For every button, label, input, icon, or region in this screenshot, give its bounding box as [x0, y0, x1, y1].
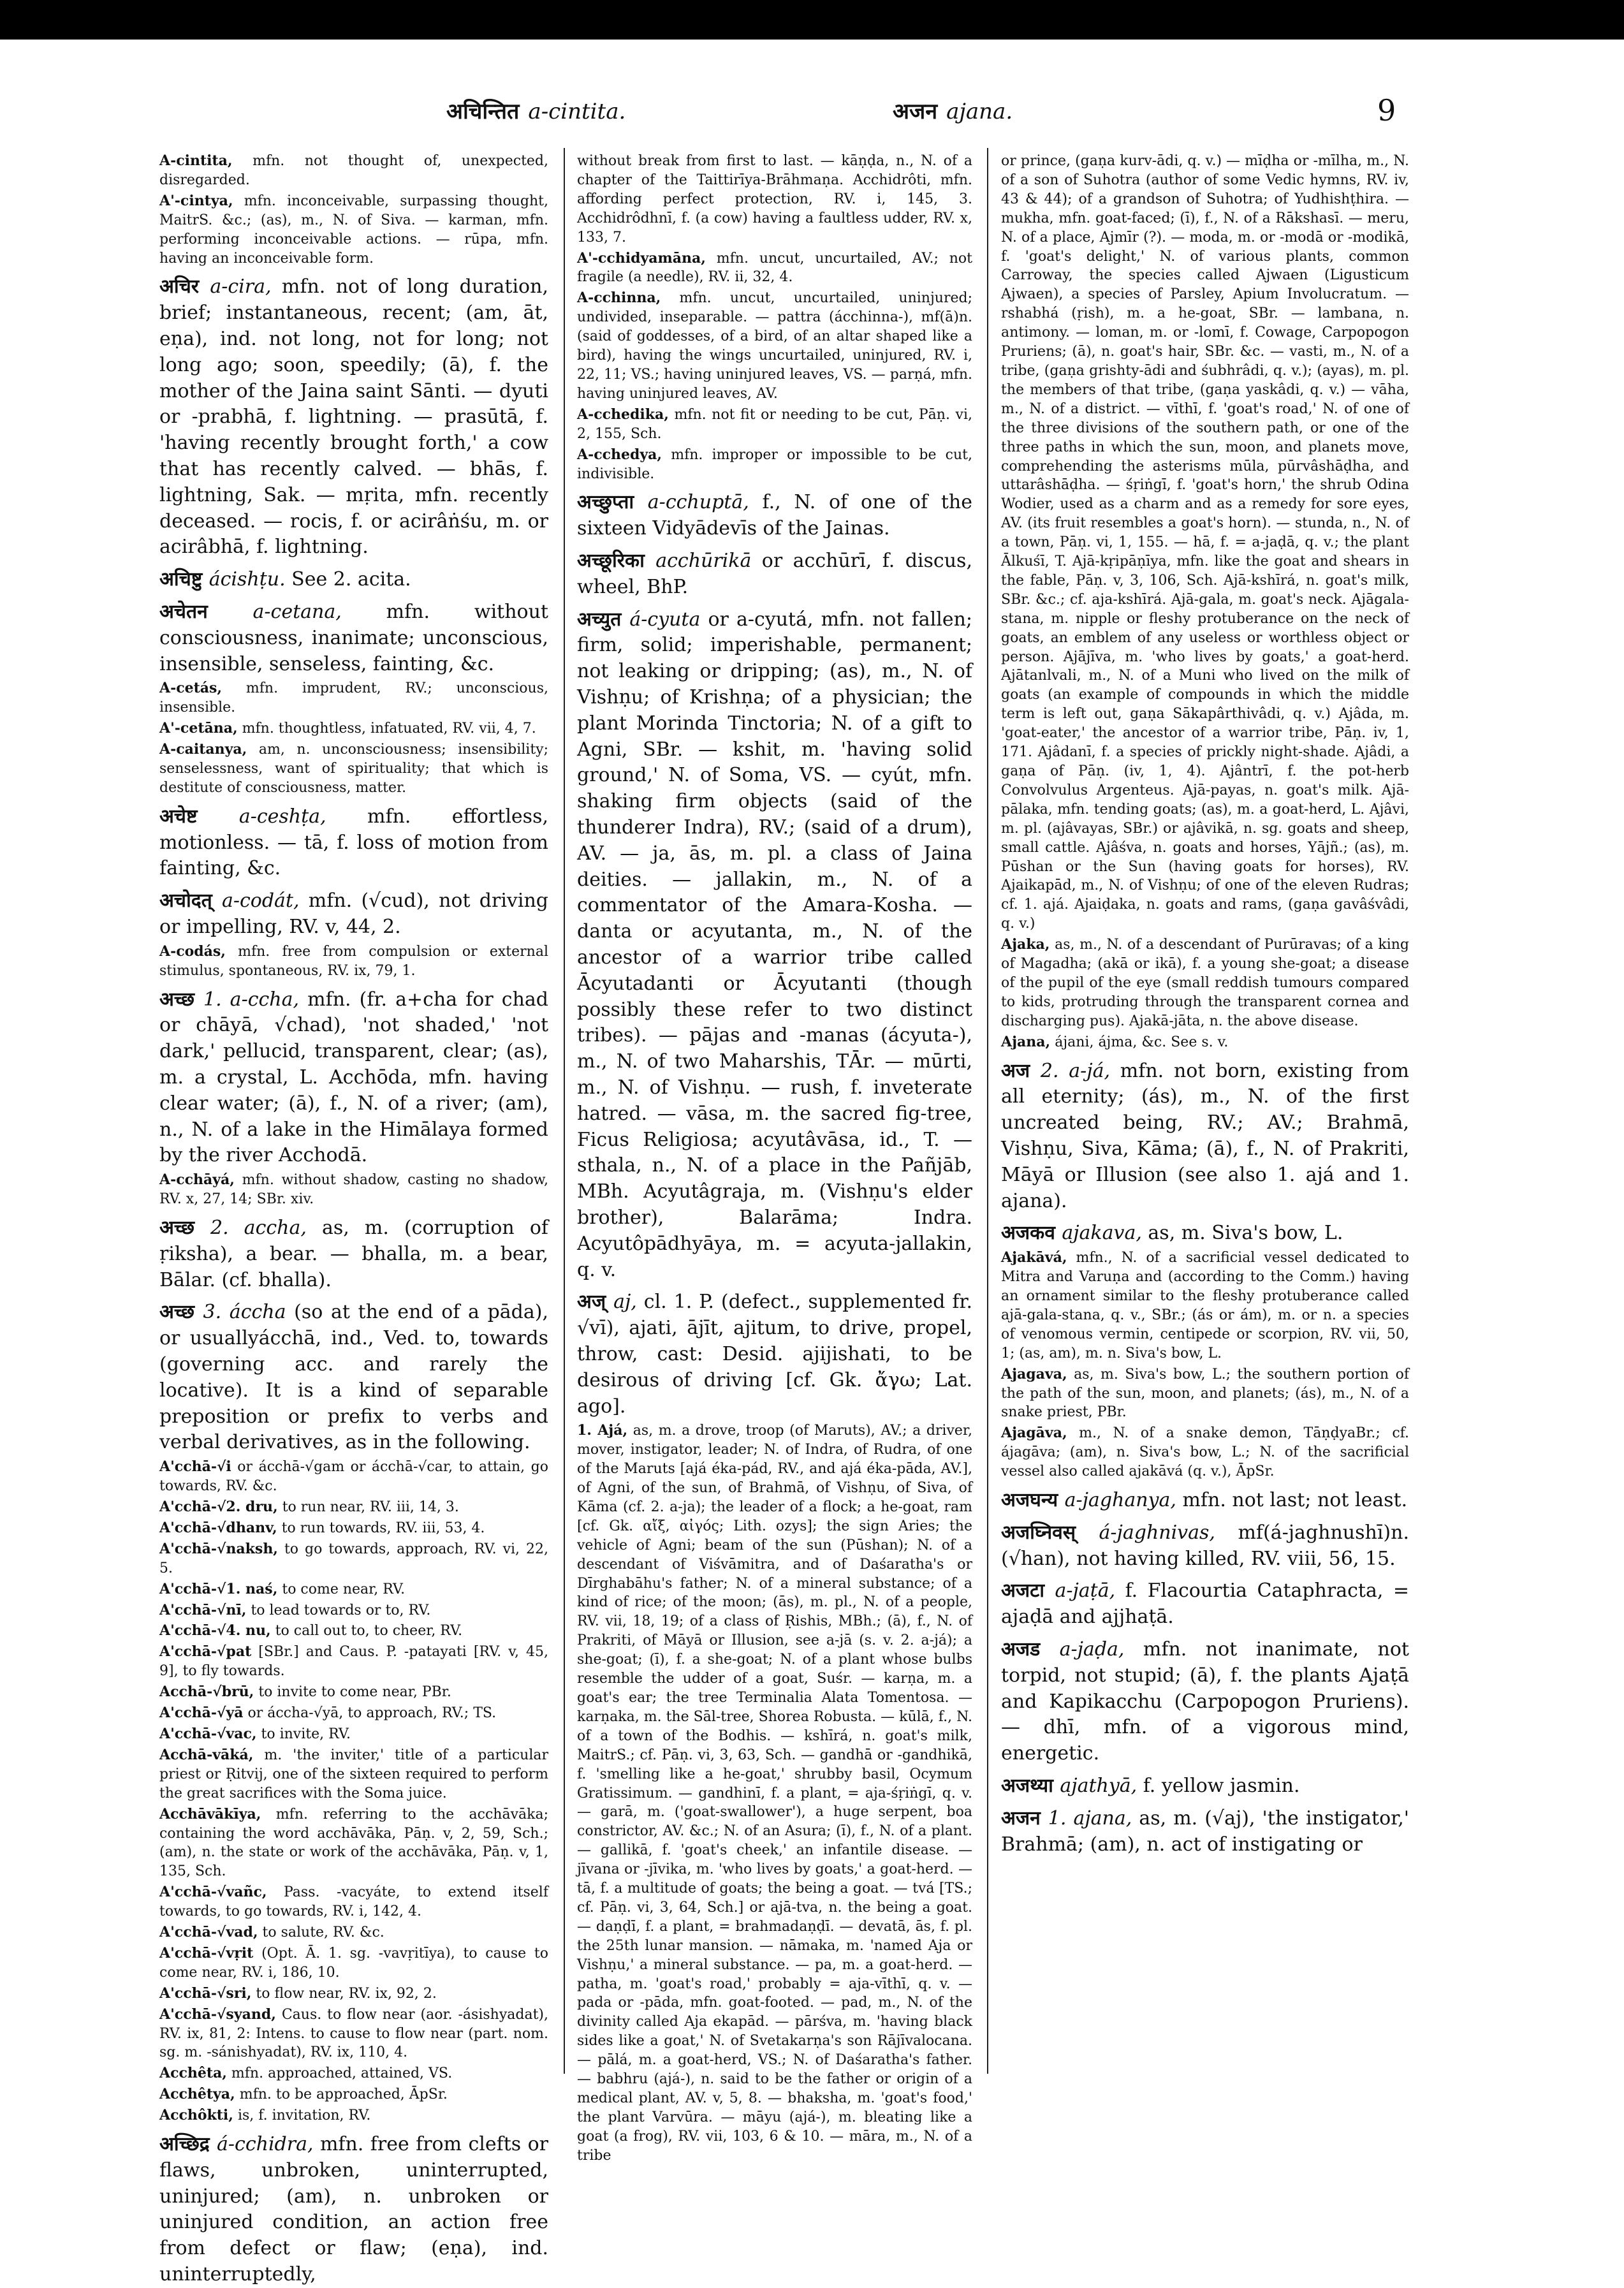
entry-headword: acchūrikā [655, 550, 752, 572]
header-right-headword: अजन ajana. [893, 99, 1013, 124]
dictionary-entry [159, 152, 548, 190]
dictionary-entry [159, 1805, 548, 1882]
entry-headword: Acchêta, [159, 2065, 227, 2082]
entry-definition: to lead towards or to, RV. [246, 1602, 431, 1618]
entry-headword: A'-cintya, [159, 192, 233, 209]
entry-definition: mfn. effortless, motionless. — tā, f. loss of motion from fainting, &c. [159, 805, 549, 880]
entry-definition: mfn. inconceivable, surpassing thought, MaitrS. &c.; (as), m., N. of Siva. — karman, mfn. performing inconceivable actions. — rūpa, mfn. having an inconceivable form. [159, 193, 548, 267]
entry-definition: mfn. thoughtless, infatuated, RV. vii, 4, 7. [237, 721, 536, 737]
entry-headword: A'cchā-√dhanv, [159, 1519, 277, 1536]
entry-definition: as, m. a drove, troop (of Maruts), AV.; a driver, mover, instigator, leader; N. of Indra, of Rudra, of one of the Maruts [ajá éka-pád, RV., and ajá éka-pāda, AV.], of Agni, of the sun, of Brahmā, of Vishṇu, of Siva, of Kāma (cf. 2. a-ja); the leader of a flock; a he-goat, ram [cf. Gk. αἴξ, αἰγός; Lith. ozys]; the sign Aries; the vehicle of Agni; beam of the sun (Pūshan); N. of a descendant of Viśvāmitra, and of Daśaratha's or Dīrghabāhu's father; N. of a mineral substance; of a kind of rice; of the moon; (ās), m. pl., N. of a people, RV. vii, 18, 19; of a class of Ṛishis, MBh.; (ā), f., N. of Prakriti, of Māyā or Illusion, see a-jā (s. v. 2. a-já); a she-goat; (ī), f. a she-goat; N. of a plant whose bulbs resemble the udder of a goat, Suśr. — karṇa, m. a goat's ear; the tree Terminalia Alata Tomentosa. — karṇaka, m. the Sāl-tree, Shorea Robusta. — kūlā, f., N. of a town of the Bodhis. — kshīrá, n. goat's milk, MaitrS.; cf. Pāṇ. vi, 3, 63, Sch. — gandhā or -gandhikā, f. 'smelling like a he-goat,' shrubby basil, Ocymum Gratissimum. — gandhinī, f. a plant, = aja-śṛiṅgī, q. v. — garā, m. ('goat-swallower'), a huge serpent, boa constrictor, AV. &c.; N. of an Asura; (ī), f., N. of a plant. — gallikā, f. 'goat's cheek,' an infantile disease. — jīvana or -jīvika, m. 'who lives by goats,' a goat-herd. — tā, f. a multitude of goats; the being a goat. — tvá [TS.; cf. Pāṇ. vi, 3, 64, Sch.] or ajā-tva, n. the being a goat. — daṇḍī, f. a plant, = brahmadaṇḍī. — devatā, ās, f. pl. the 25th lunar mansion. — nāmaka, m. 'named Aja or Vishṇu,' a mineral substance. — pa, m. a goat-herd. — patha, m. 'goat's road,' probably = aja-vīthī, q. v. — pada or -pāda, mfn. goat-footed. — pad, m., N. of the divinity called Aja ekapād. — pārśva, m. 'having black sides like a goat,' N. of Svetakarṇa's son Rājīvalocana. — pālá, m. a goat-herd, VS.; N. of Daśaratha's father. — babhru (ajá-), n. said to be the father or origin of a medical plant, AV. v, 5, 8. — bhaksha, m. 'goat's food,' the plant Varvūra. — māyu (ajá-), m. bleating like a goat (a frog), RV. vii, 103, 6 & 10. — māra, m., N. of a tribe [577, 1423, 972, 2164]
entry-definition: mfn. (fr. a+cha for chad or chāyā, √chad), 'not shaded,' 'not dark,' pellucid, transparent, clear; (as), m. a crystal, L. Acchōda, mfn. having clear water; (ā), f., N. of a river; (am), n., N. of a lake in the Himālaya formed by the river Acchodā. [159, 988, 549, 1167]
column-2 [577, 152, 973, 2164]
dictionary-entry [1001, 1424, 1409, 1481]
entry-headword: A'cchā-√sri, [159, 1984, 252, 2002]
devanagari-headword: अजन [1001, 1807, 1048, 1830]
entry-definition: to flow near, RV. ix, 92, 2. [251, 1985, 437, 2002]
column-divider [564, 148, 565, 2074]
devanagari-headword: अच्छ [159, 1301, 203, 1324]
entry-headword: Ajana, [1001, 1033, 1051, 1050]
entry-headword: ajakava, [1062, 1222, 1142, 1245]
entry-headword: A'cchā-√syand, [159, 2006, 276, 2023]
column-divider [987, 148, 988, 2074]
column-3 [1001, 152, 1409, 2078]
dictionary-entry [159, 1643, 548, 1681]
dictionary-entry [1001, 152, 1409, 934]
devanagari-headword: अजड [1001, 1638, 1060, 1661]
dictionary-entry [1001, 1033, 1409, 1052]
dictionary-entry [577, 607, 972, 1284]
entry-definition: to go towards, approach, RV. vi, 22, 5. [159, 1541, 548, 1576]
entry-headword: A'cchā-√yā [159, 1705, 244, 1722]
entry-headword: a-cchuptā, [647, 491, 749, 514]
entry-headword: A'cchā-√1. naś, [159, 1580, 278, 1597]
devanagari-headword: अजघन्य [1001, 1489, 1065, 1512]
entry-definition: f. yellow jasmin. [1137, 1775, 1300, 1798]
dictionary-entry [159, 1171, 548, 1209]
entry-headword: A'cchā-√pat [159, 1643, 252, 1661]
entry-definition: See 2. acita. [285, 568, 411, 591]
entry-definition: mfn. not last; not least. [1176, 1489, 1408, 1512]
entry-definition: f. Flacourtia Cataphracta, = ajaḍā and ajjhaṭā. [1001, 1580, 1409, 1629]
dictionary-entry [577, 289, 972, 403]
dictionary-entry [159, 740, 548, 798]
dictionary-entry [159, 274, 548, 561]
entry-definition: as, m. (√aj), 'the instigator,' Brahmā; (am), n. act of instigating or [1001, 1807, 1409, 1856]
dictionary-entry [159, 1746, 548, 1803]
dictionary-entry [159, 1498, 548, 1517]
dictionary-entry [159, 1883, 548, 1921]
devanagari-headword: अच्छिद्र [159, 2133, 217, 2156]
entry-definition: m. 'the inviter,' title of a particular priest or Ṛitvij, one of the sixteen required to perform the great sacrifices with the Soma juice. [159, 1747, 548, 1801]
dictionary-entry [159, 804, 548, 882]
entry-headword: A'cchā-√vañc, [159, 1884, 267, 1901]
entry-headword: A'cchā-√vṛit [159, 1944, 254, 1962]
dictionary-entry [159, 1725, 548, 1744]
dictionary-entry [159, 1944, 548, 1983]
entry-headword: 3. áccha [203, 1301, 286, 1324]
entry-definition: m., N. of a snake demon, TāṇḍyaBr.; cf. ájagāva; (am), n. Siva's bow, L.; N. of the sacrificial vessel also called ajakāvá (q. v.), ĀpSr. [1001, 1425, 1409, 1480]
header-left-headword: अचिन्तित a-cintita. [446, 99, 626, 124]
entry-headword: á-cchidra, [217, 2133, 314, 2156]
entry-headword: ajathyā, [1060, 1775, 1138, 1798]
entry-definition: cl. 1. P. (defect., supplemented fr. √vī), ajati, ājīt, ajitum, to drive, propel, throw, cast: Desid. ajijishati, to be desirous of driving [cf. Gk. ἄγω; Lat. ago]. [577, 1291, 973, 1418]
entry-definition: or prince, (gaṇa kurv-ādi, q. v.) — mīḍha or -mīlha, m., N. of a son of Suhotra (author of some Vedic hymns, RV. iv, 43 & 44); of a grandson of Suhotra; of Yudhishṭhira. — mukha, mfn. goat-faced; (ī), f., N. of a Rākshasī. — meru, N. of a place, Ajmīr (?). — moda, m. or -modā or -modikā, f. 'goat's delight,' N. of various plants, common Carroway, the species called Ajwaen (Ligusticum Ajwaen), a species of Parsley, Apium Involucratum. — rshabhá (ṛish), m. a he-goat, SBr. — lambana, n. antimony. — loman, m. or -lomī, f. Cowage, Carpopogon Pruriens; (ā), n. goat's hair, SBr. &c. — vasti, m., N. of a tribe, (gaṇa grishty-ādi and śubhrâdi, q. v.); (ayas), m. pl. the members of that tribe, (gaṇa yaskâdi, q. v.) — vāha, m., N. of a district. — vīthī, f. 'goat's road,' N. of one of the three divisions of the southern path, or one of the three paths in which the sun, moon, and planets move, comprehending the asterisms mūla, pūrvâshāḍha, and uttarâshāḍha. — śṛiṅgī, f. 'goat's horn,' the shrub Odina Wodier, used as a charm and as a remedy for sore eyes, AV. (its fruit resembles a goat's horn). — stunda, n., N. of a town, Pāṇ. vi, 1, 155. — hā, f. = a-jaḍā, q. v.; the plant Ālkuśī, T. Ajā-kṛipāṇīya, mfn. like the goat and shears in the fable, Pāṇ. v, 3, 106, Sch. Ajā-kshīrá, n. goat's milk, SBr. &c.; cf. aja-kshīrá. Ajā-gala, m. goat's neck. Ajāgala-stana, m. nipple or fleshy protuberance on the neck of goats, an emblem of any useless or worthless object or person. Ajājīva, m. 'who lives by goats,' a goat-herd. Ajātanlvali, m., N. of a Muni who lived on the milk of goats (an example of compounds in which the middle term is left out, gaṇa Sākapârthivâdi, q. v.) Ajâda, m. 'goat-eater,' the ancestor of a warrior tribe, Pāṇ. iv, 1, 171. Ajâdanī, f. a species of prickly night-shade. Ajâdi, a gaṇa of Pāṇ. (iv, 1, 4). Ajântrī, f. the pot-herb Convolvulus Argenteus. Ajā-payas, n. goat's milk. Ajā-pālaka, mfn. tending goats; (as), m. a goat-herd, L. Ajâvi, m. pl. (ajâvayas, SBr.) or ajâvikā, n. sg. goats and sheep, small cattle. Ajâśva, n. goats and horses, Yājñ.; (as), m. Pūshan or the Sun (having goats for horses), RV. Ajaikapād, m., N. of Vishṇu; of one of the eleven Rudras; cf. 1. ajá. Ajaiḍaka, n. goats and rams, (gaṇa gavâśvâdi, q. v.) [1001, 153, 1409, 932]
entry-headword: ácishṭu. [208, 568, 286, 591]
dictionary-entry [159, 1923, 548, 1942]
dictionary-entry [159, 942, 548, 981]
entry-headword: A-cchedika, [577, 406, 669, 423]
entry-headword: A'cchā-√vad, [159, 1924, 258, 1941]
entry-headword: A'-cchidyamāna, [577, 249, 706, 267]
entry-definition: mfn. approached, attained, VS. [226, 2065, 453, 2082]
entry-definition: to salute, RV. &c. [258, 1925, 384, 1941]
dictionary-entry [159, 599, 548, 677]
entry-definition: is, f. invitation, RV. [233, 2108, 371, 2124]
devanagari-headword: अच्छूरिका [577, 550, 656, 572]
entry-headword: 2. accha, [210, 1217, 307, 1240]
entry-headword: A-cchāyá, [159, 1171, 235, 1189]
dictionary-entry [1001, 1249, 1409, 1363]
entry-definition: to run near, RV. iii, 14, 3. [277, 1499, 459, 1515]
dictionary-entry [1001, 1806, 1409, 1858]
dictionary-entry [159, 1519, 548, 1538]
dictionary-entry [159, 1984, 548, 2004]
entry-definition: Caus. to flow near (aor. -ásishyadat), RV. ix, 81, 2: Intens. to cause to flow near (part. nom. sg. m. -sánishyadat), RV. ix, 110, 4. [159, 2006, 548, 2061]
devanagari-headword: अचेष्ट [159, 805, 239, 828]
entry-definition: (so at the end of a pāda), or usuallyácchā, ind., Ved. to, towards (governing acc. and rarely the locative). It is a kind of separable preposition or prefix to verbs and verbal derivatives, as in the following. [159, 1301, 548, 1454]
entry-headword: á-jaghnivas, [1099, 1521, 1215, 1544]
entry-headword: a-jaṭā, [1055, 1580, 1116, 1602]
entry-definition: mfn. (√cud), not driving or impelling, RV. v, 44, 2. [159, 890, 548, 939]
dictionary-entry [577, 490, 972, 542]
entry-definition: or a-cyutá, mfn. not fallen; firm, solid; imperishable, permanent; not leaking or dripping; (as), m., N. of Vishṇu; of Krishṇa; of a physician; the plant Morinda Tinctoria; N. of a gift to Agni, SBr. — kshit, m. 'having solid ground,' N. of Soma, VS. — cyút, mfn. shaking firm objects (said of the thunderer Indra), RV.; (said of a drum), AV. — ja, ās, m. pl. a class of Jaina deities. — jallakin, m., N. of a commentator of the Amara-Kosha. — danta or acyutanta, m., N. of the ancestor of a warrior tribe called Ācyutadanti or Ācyutanti (though possibly these refer to two distinct tribes). — pājas and -manas (ácyuta-), m., N. of two Maharshis, TĀr. — mūrti, m., N. of Vishṇu. — rush, f. inveterate hatred. — vāsa, m. the sacred fig-tree, Ficus Religiosa; acyutâvāsa, id., T. — sthala, n., N. of a place in the Pañjāb, MBh. Acyutâgraja, m. (Vishṇu's elder brother), Balarāma; Indra. Acyutôpādhyāya, m. = acyuta-jallakin, q. v. [577, 608, 972, 1281]
dictionary-entry [159, 2132, 548, 2288]
entry-definition: to invite to come near, PBr. [254, 1684, 451, 1701]
devanagari-headword: अच्युत [577, 608, 630, 631]
dictionary-entry [159, 1580, 548, 1599]
entry-headword: A'cchā-√4. nu, [159, 1622, 271, 1639]
entry-definition: mfn. imprudent, RV.; unconscious, insensible. [159, 680, 548, 716]
entry-definition: mfn. referring to the acchāvāka; containing the word acchāvāka, Pāṇ. v, 2, 59, Sch.; (am), n. the state or work of the acchāvāka, Pāṇ. v, 1, 135, Sch. [159, 1806, 548, 1880]
entry-definition: mfn. free from compulsion or external stimulus, spontaneous, RV. ix, 79, 1. [159, 943, 548, 979]
entry-definition: mfn. uncut, uncurtailed, AV.; not fragile (a needle), RV. ii, 32, 4. [577, 250, 972, 286]
devanagari-headword: अचिष्टु [159, 568, 209, 591]
entry-headword: A-cetás, [159, 680, 223, 697]
entry-headword: Acchāvākīya, [159, 1805, 261, 1822]
entry-definition: mf(á-jaghnushī)n. (√han), not having killed, RV. viii, 56, 15. [1001, 1521, 1409, 1570]
entry-headword: aj, [613, 1291, 637, 1314]
entry-headword: A'cchā-√nī, [159, 1601, 247, 1618]
entry-headword: A'cchā-√vac, [159, 1725, 257, 1742]
entry-definition: as, m. Siva's bow, L. [1141, 1222, 1343, 1245]
dictionary-entry [159, 2064, 548, 2083]
devanagari-headword: अचोदत् [159, 890, 222, 913]
entry-headword: A'-cetāna, [159, 720, 238, 737]
dictionary-entry [577, 446, 972, 484]
entry-definition: as, m. (corruption of ṛiksha), a bear. — bhalla, m. a bear, Bālar. (cf. bhalla). [159, 1217, 548, 1291]
entry-definition: as, m. Siva's bow, L.; the southern portion of the path of the sun, moon, and planets; (ás), m., N. of a snake priest, PBr. [1001, 1366, 1409, 1421]
devanagari-headword: अजटा [1001, 1580, 1055, 1602]
dictionary-entry [159, 1622, 548, 1641]
entry-definition: f., N. of one of the sixteen Vidyādevīs of the Jainas. [577, 491, 972, 540]
dictionary-entry [159, 1300, 548, 1456]
entry-definition: mfn. not born, existing from all eternity; (ás), m., N. of the first uncreated being, RV.; AV.; Brahmā, Vishṇu, Siva, Kāma; (ā), f., N. of Prakriti, Māyā or Illusion (see also 1. ajá and 1. ajana). [1001, 1059, 1410, 1212]
dictionary-entry [1001, 1059, 1409, 1215]
entry-headword: Acchā-vāká, [159, 1746, 254, 1763]
entry-definition: Pass. -vacyáte, to extend itself towards, to go towards, RV. i, 142, 4. [159, 1884, 548, 1920]
entry-headword: A'cchā-√naksh, [159, 1540, 278, 1557]
column-1 [159, 152, 549, 2286]
dictionary-entry [577, 249, 972, 288]
dictionary-entry [1001, 1637, 1409, 1767]
entry-definition: to call out to, to cheer, RV. [270, 1623, 463, 1639]
entry-definition: or acchūrī, f. discus, wheel, BhP. [577, 550, 972, 598]
entry-definition: mfn. improper or impossible to be cut, indivisible. [577, 446, 972, 482]
entry-headword: A-caitanya, [159, 741, 247, 758]
entry-headword: A-cchedya, [577, 446, 662, 463]
entry-headword: Acchêtya, [159, 2086, 235, 2103]
dictionary-entry [1001, 1578, 1409, 1631]
entry-headword: A-cchinna, [577, 290, 661, 307]
entry-definition: mfn., N. of a sacrificial vessel dedicated to Mitra and Varuṇa and (according to the Comm.) having an ornament similar to the fleshy protuberance called ajā-gala-stana, q. v., SBr.; (ás or ám), m. or n. a species of venomous vermin, centipede or scorpion, RV. vii, 50, 1; (as, am), m. n. Siva's bow, L. [1001, 1250, 1409, 1361]
entry-definition: without break from first to last. — kāṇḍa, n., N. of a chapter of the Taittirīya-Brāhmaṇa. Acchidrôti, mfn. affording perfect protection, RV. i, 145, 3. Acchidrôdhnī, f. (a cow) having a faultless udder, RV. x, 133, 7. [577, 153, 972, 246]
entry-headword: a-cetana, [252, 601, 342, 623]
dictionary-entry [159, 567, 548, 593]
dictionary-entry [159, 679, 548, 717]
dictionary-entry [1001, 1365, 1409, 1423]
dictionary-entry [1001, 1773, 1409, 1800]
dictionary-entry [577, 1421, 972, 2165]
dictionary-entry [159, 1215, 548, 1293]
dictionary-entry [159, 719, 548, 738]
dictionary-entry [159, 1458, 548, 1496]
entry-definition: mfn. without shadow, casting no shadow, RV. x, 27, 14; SBr. xiv. [159, 1172, 548, 1208]
devanagari-headword: अजघ्निवस् [1001, 1521, 1099, 1544]
entry-definition: to come near, RV. [277, 1581, 406, 1597]
entry-headword: Ajakāvá, [1001, 1249, 1067, 1266]
dictionary-entry [1001, 935, 1409, 1031]
entry-definition: to invite, RV. [256, 1726, 351, 1742]
entry-definition: mfn. not inanimate, not torpid, not stupid; (ā), f. the plants Ajaṭā and Kapikacchu (Carpopogon Pruriens). — dhī, mfn. of a vigorous mind, energetic. [1001, 1638, 1409, 1765]
entry-definition: to run towards, RV. iii, 53, 4. [277, 1520, 485, 1536]
entry-headword: 1. Ajá, [577, 1422, 628, 1439]
entry-definition: mfn. free from clefts or flaws, unbroken, uninterrupted, uninjured; (am), n. unbroken or uninjured condition, an action free from defect or flaw; (eṇa), ind. uninterruptedly, [159, 2133, 548, 2286]
entry-definition: as, m., N. of a descendant of Purūravas; of a king of Magadha; (akā or ikā), f. a young she-goat; a disease of the pupil of the eye (small reddish tumours compared to kids, protruding through the transparent cornea and discharging pus). Ajakā-jāta, n. the above disease. [1001, 937, 1409, 1029]
entry-headword: 2. a-já, [1040, 1059, 1111, 1082]
entry-headword: a-cira, [210, 275, 272, 298]
entry-headword: Ajagāva, [1001, 1425, 1067, 1442]
entry-definition: [SBr.] and Caus. P. -patayati [RV. v, 45, 9], to fly towards. [159, 1644, 548, 1680]
entry-definition: mfn. not fit or needing to be cut, Pāṇ. vi, 2, 155, Sch. [577, 406, 972, 442]
devanagari-headword: अच्छ [159, 1217, 210, 1240]
top-black-band [0, 0, 1624, 40]
entry-headword: A'cchā-√2. dru, [159, 1499, 278, 1515]
entry-definition: mfn. not thought of, unexpected, disregarded. [159, 153, 548, 188]
entry-headword: a-codát, [221, 890, 300, 913]
dictionary-entry [159, 192, 548, 268]
dictionary-entry [159, 987, 548, 1170]
entry-definition: mfn. without consciousness, inanimate; unconscious, insensible, senseless, fainting, &c. [159, 601, 548, 675]
entry-headword: A-codás, [159, 942, 226, 960]
page-number: 9 [1377, 93, 1396, 128]
entry-headword: Ajaka, [1001, 936, 1050, 953]
entry-headword: Acchā-√brū, [159, 1683, 254, 1701]
entry-definition: mfn. not of long duration, brief; instantaneous, recent; (am, āt, eṇa), ind. not long, not for long; not long ago; soon, speedily; (ā), f. the mother of the Jaina saint Sānti. — dyuti or -prabhā, f. lightning. — prasūtā, f. 'having recently brought forth,' a cow that has recently calved. — bhās, f. lightning, Sak. — mṛita, mfn. recently deceased. — rocis, f. or acirâṅśu, m. or acirâbhā, f. lightning. [159, 275, 548, 559]
dictionary-entry [1001, 1520, 1409, 1573]
entry-headword: 1. ajana, [1048, 1807, 1132, 1830]
entry-headword: A'cchā-√i [159, 1458, 231, 1476]
dictionary-entry [577, 406, 972, 444]
entry-headword: á-cyuta [629, 608, 701, 631]
entry-headword: 1. a-ccha, [203, 988, 300, 1011]
entry-headword: Acchôkti, [159, 2107, 233, 2124]
devanagari-headword: अज [1001, 1059, 1041, 1082]
devanagari-headword: अच्छ [159, 988, 203, 1011]
devanagari-headword: अजथ्या [1001, 1775, 1060, 1798]
entry-headword: a-jaghanya, [1064, 1489, 1176, 1512]
dictionary-entry [159, 1683, 548, 1702]
entry-headword: Ajagava, [1001, 1365, 1067, 1382]
entry-definition: or áccha-√yā, to approach, RV.; TS. [243, 1705, 497, 1722]
page-header [0, 93, 1624, 134]
dictionary-entry [159, 1704, 548, 1723]
entry-definition: mfn. to be approached, ĀpSr. [235, 2086, 448, 2103]
dictionary-entry [159, 2106, 548, 2125]
dictionary-entry [159, 1540, 548, 1578]
devanagari-headword: अच्छुप्ता [577, 491, 648, 514]
entry-definition: am, n. unconsciousness; insensibility; senselessness, want of spirituality; that which is destitute of consciousness, matter. [159, 742, 548, 796]
entry-definition: ájani, ájma, &c. See s. v. [1050, 1034, 1229, 1050]
devanagari-headword: अचेतन [159, 601, 253, 623]
devanagari-headword: अजकव [1001, 1222, 1062, 1245]
dictionary-entry [159, 2006, 548, 2063]
dictionary-entry [159, 2085, 548, 2104]
entry-headword: a-jaḍa, [1059, 1638, 1125, 1661]
dictionary-entry [1001, 1488, 1409, 1514]
dictionary-entry [577, 152, 972, 247]
devanagari-headword: अचिर [159, 275, 210, 298]
dictionary-entry [577, 1289, 972, 1419]
entry-headword: a-ceshṭa, [238, 805, 326, 828]
entry-headword: A-cintita, [159, 152, 233, 169]
entry-definition: or ácchā-√gam or ácchā-√car, to attain, go towards, RV. &c. [159, 1459, 548, 1495]
devanagari-headword: अज् [577, 1291, 614, 1314]
dictionary-entry [159, 888, 548, 941]
entry-definition: mfn. uncut, uncurtailed, uninjured; undivided, inseparable. — pattra (ácchinna-), mf(ā)n. (said of goddesses, of a bird, of an altar shaped like a bird), having the wings uncurtailed, uninjured, RV. i, 22, 11; VS.; having uninjured leaves, VS. — parṇá, mfn. having uninjured leaves, AV. [577, 290, 972, 402]
dictionary-entry [1001, 1221, 1409, 1247]
dictionary-entry [159, 1601, 548, 1620]
dictionary-entry [577, 548, 972, 601]
entry-definition: (Opt. Ā. 1. sg. -vavṛitīya), to cause to come near, RV. i, 186, 10. [159, 1945, 548, 1981]
